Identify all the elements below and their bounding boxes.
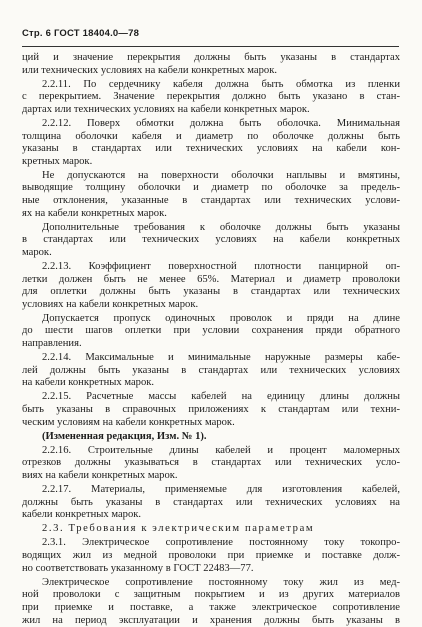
text-line: ях на кабели конкретных марок. (22, 207, 167, 219)
text-line: лей должны быть указаны в стандартах или технических условиях (22, 364, 400, 376)
text-line: указаны в стандартах или технических условиях на кабели кон- (22, 143, 400, 155)
clause-2-2-15: 2.2.15. Расчетные массы кабелей на единицу длины должны (42, 391, 400, 403)
text-line: на кабели конкретных марок. (22, 377, 155, 389)
text-line: водящих жил из медной проволоки при приемке и поставке долж- (22, 550, 400, 562)
text-line: должны быть указаны в стандартах или технических условиях на (22, 496, 400, 508)
text-line: ные отклонения, указанные в стандартах или технических услови- (22, 195, 400, 207)
text-line: в стандартах или технических условиях на кабели конкретных (22, 234, 400, 246)
text-line: до шести шагов оплетки при условии сохранения пряди обратного (22, 325, 400, 337)
text-line: толщина оболочки кабеля и диаметр по оболочке должны быть (22, 130, 400, 142)
text-line: дартах или технических условиях на кабели конкретных марок. (22, 103, 310, 115)
text-line: но соответствовать указанному в ГОСТ 22483—77. (22, 562, 254, 574)
clause-2-2-17: 2.2.17. Материалы, применяемые для изготовления кабелей, (42, 484, 400, 496)
text-line: ций и значение перекрытия должны быть указаны в стандартах (22, 52, 400, 63)
text-line: жил на период эксплуатации и хранения должны быть указаны в (22, 614, 400, 626)
text-line: при приемке и поставке, а также электрическое сопротивление (22, 601, 400, 613)
text-line: виях на кабели конкретных марок. (22, 470, 178, 481)
text-line: марок. (22, 246, 52, 258)
section-heading-2-3: 2.3. Требования к электрическим параметрам (42, 523, 315, 535)
body-text (22, 52, 400, 627)
clause-2-2-13: 2.2.13. Коэффициент поверхностной плотности панцирной оп- (42, 261, 400, 272)
text-line: кабели конкретных марок. (22, 509, 142, 521)
text-line: ной проволоки с защитным покрытием и из других материалов (22, 589, 400, 601)
text-line: для оплетки должны быть указаны в стандартах или технических (22, 286, 400, 298)
text-line: быть указаны в справочных приложениях к стандартам или техни- (22, 404, 400, 416)
standard-number: ГОСТ 18404.0—78 (53, 28, 140, 39)
text-line: направления. (22, 338, 82, 350)
amendment-note: (Измененная редакция, Изм. № 1). (42, 430, 207, 442)
page-number: Стр. 6 (22, 28, 52, 39)
header-rule (22, 46, 399, 47)
clause-2-2-11: 2.2.11. По сердечнику кабеля должна быть обмотка из пленки (42, 78, 400, 90)
page-header (22, 28, 139, 39)
paragraph-start: Допускается пропуск одиночных проволок и пряди на длине (42, 312, 400, 324)
text-line: с перекрытием. Значение перекрытия должно быть указано в стан- (22, 91, 400, 103)
clause-2-2-16: 2.2.16. Строительные длины кабелей и процент маломерных (42, 444, 400, 456)
text-line: выводящие толщину оболочки и диаметр по оболочке за предель- (22, 182, 400, 194)
paragraph-start: Электрическое сопротивление постоянному току жил из мед- (42, 576, 400, 588)
text-line: или технических условиях на кабели конкретных марок. (22, 64, 277, 76)
text-line: летки должен быть не менее 65%. Материал и диаметр проволоки (22, 273, 400, 285)
clause-2-2-12: 2.2.12. Поверх обмотки должна быть оболочка. Минимальная (42, 117, 400, 129)
clause-2-2-14: 2.2.14. Максимальные и минимальные наружные размеры кабе- (42, 352, 400, 364)
clause-2-3-1: 2.3.1. Электрическое сопротивление постоянному току токопро- (42, 537, 400, 549)
paragraph-start: Не допускаются на поверхности оболочки наплывы и вмятины, (42, 169, 400, 181)
text-line: ческим условиям на кабели конкретных марок. (22, 416, 235, 428)
text-line: кретных марок. (22, 155, 93, 167)
text-line: условиях на кабели конкретных марок. (22, 298, 199, 310)
text-line: отрезков должны указываться в стандартах или технических усло- (22, 457, 400, 469)
paragraph-start: Дополнительные требования к оболочке должны быть указаны (42, 221, 400, 233)
